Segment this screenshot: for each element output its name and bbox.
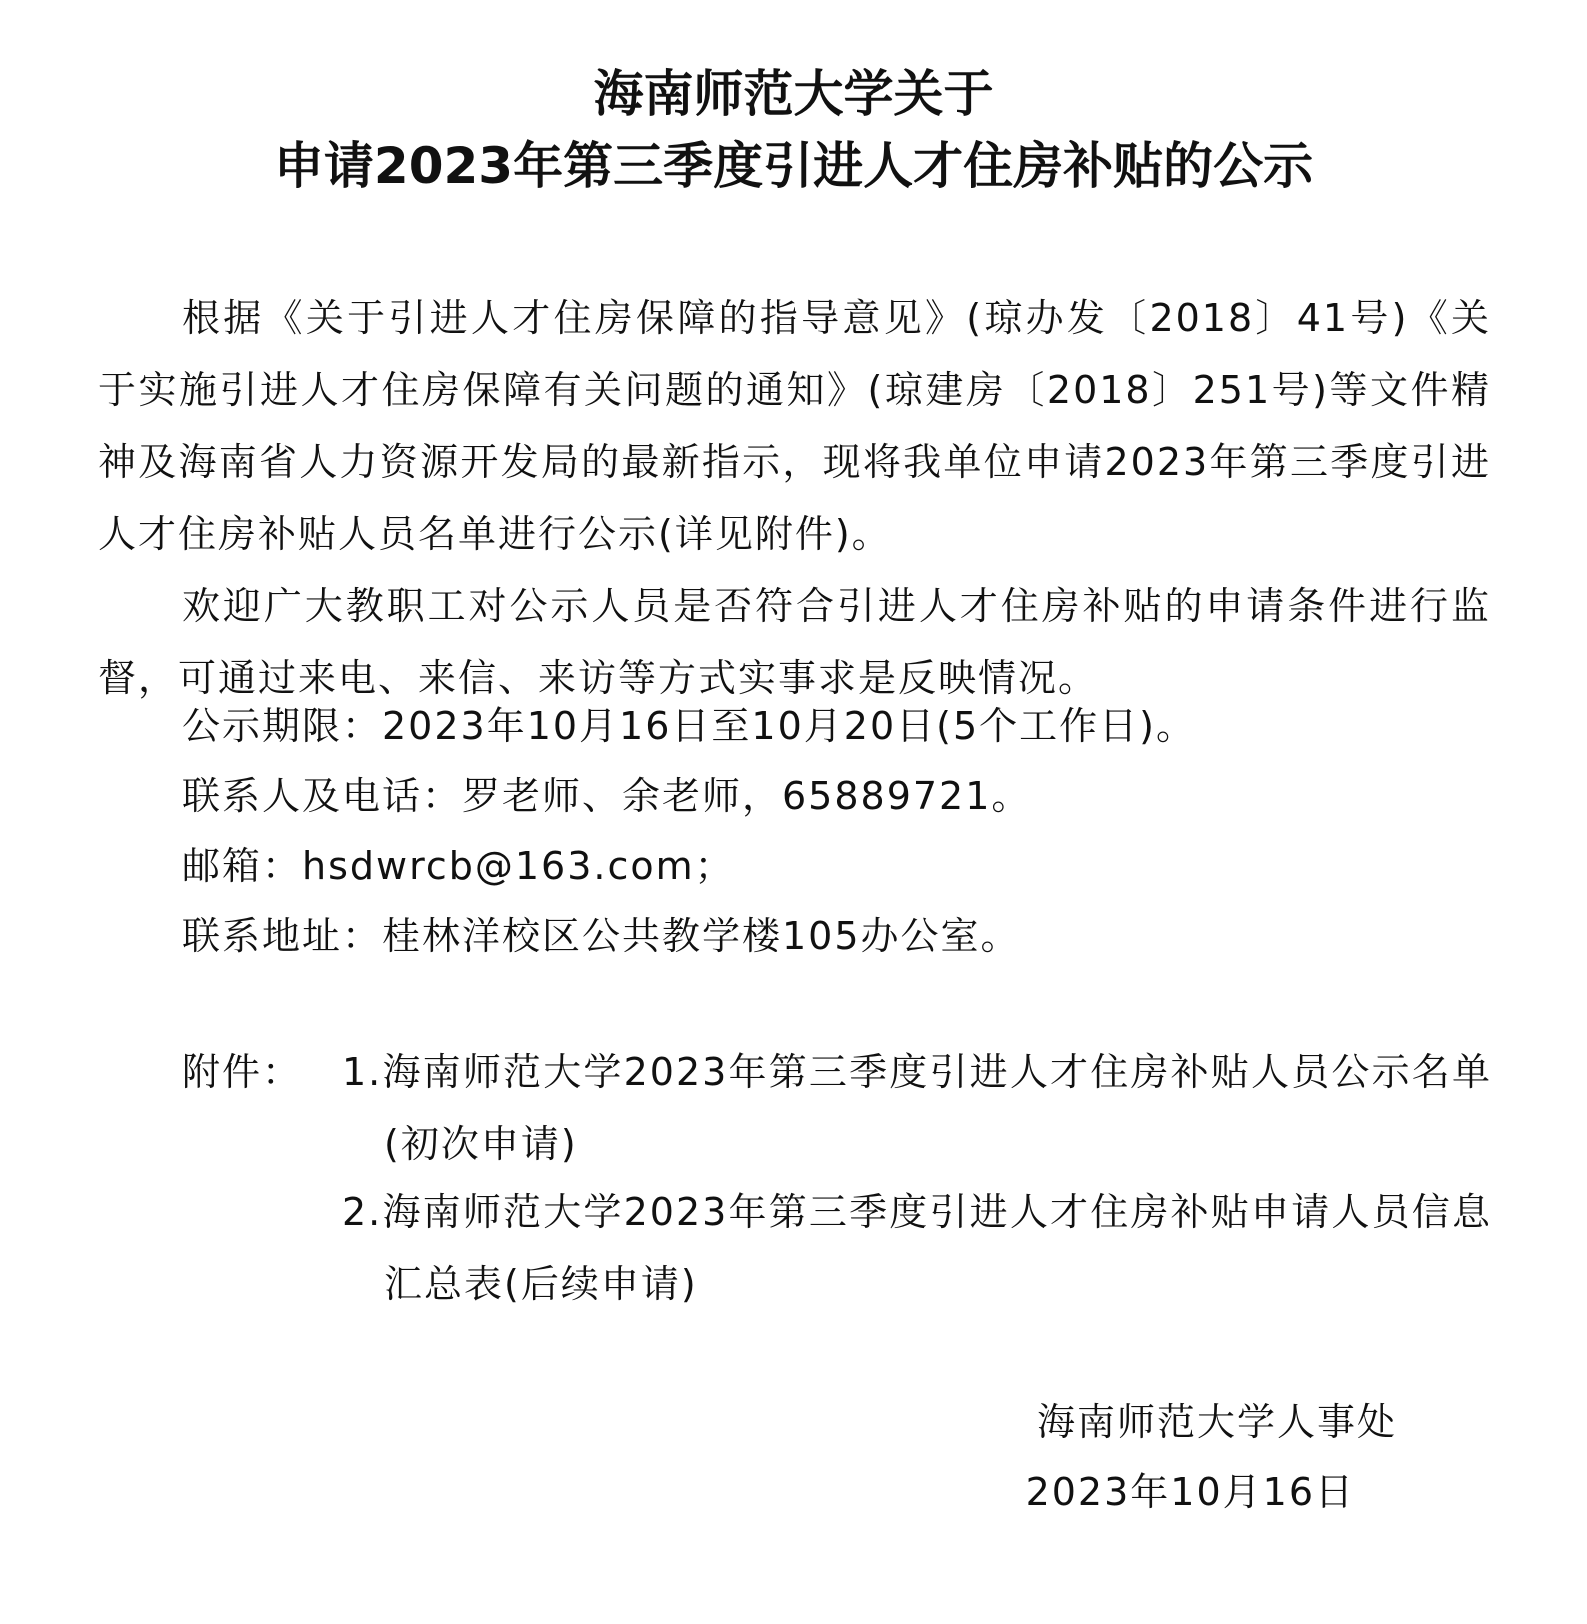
attachment-label: 附件： [182,1050,303,1094]
document-title-line-1: 海南师范大学关于 [593,65,994,123]
contact-email: 邮箱：hsdwrcb@163.com； [182,844,735,888]
body-paragraph-basis: 根据《关于引进人才住房保障的指导意见》(琼办发〔2018〕41号)《关于实施引进人才住房保障有关问题的通知》(琼建房〔2018〕251号)等文件精神及海南省人力资源开发局的最新指示，现将我单位申请2023年第三季度引进人才住房补贴人员名单进行公示(详见附件)。 [98,296,1491,556]
signature-organization: 海南师范大学人事处 [1036,1400,1397,1444]
attachment-item [182,1176,1492,1320]
attachment-item-text: 2.海南师范大学2023年第三季度引进人才住房补贴申请人员信息汇总表(后续申请) [342,1190,1492,1306]
contact-address: 联系地址：桂林洋校区公共教学楼105办公室。 [182,914,1021,958]
contact-person: 联系人及电话：罗老师、余老师，65889721。 [182,774,1032,818]
body-paragraph-supervision: 欢迎广大教职工对公示人员是否符合引进人才住房补贴的申请条件进行监督，可通过来电、来信、来访等方式实事求是反映情况。 [98,584,1491,700]
document-title-line-2: 申请2023年第三季度引进人才住房补贴的公示 [273,137,1314,195]
attachment-item-text: 1.海南师范大学2023年第三季度引进人才住房补贴人员公示名单(初次申请) [342,1050,1492,1166]
attachment-item [182,1036,1492,1180]
signature-date: 2023年10月16日 [1025,1470,1355,1514]
publicity-period: 公示期限：2023年10月16日至10月20日(5个工作日)。 [182,704,1196,748]
